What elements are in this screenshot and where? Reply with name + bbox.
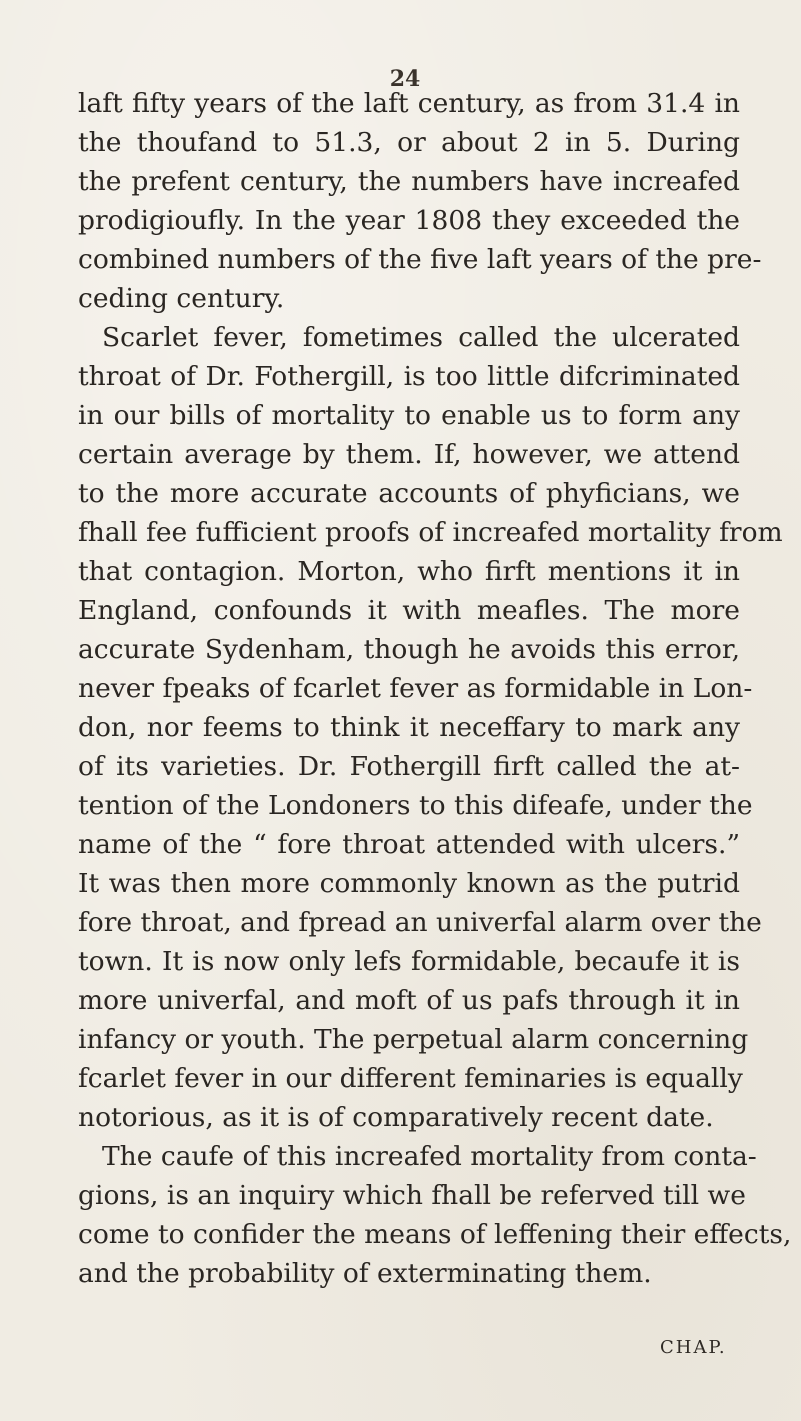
- text-line: tention of the Londoners to this difeafe, under the: [78, 790, 753, 821]
- text-line: more univerfal, and moft of us pafs through it in: [78, 985, 740, 1016]
- text-line: certain average by them. If, however, we attend: [78, 439, 740, 470]
- text-line: and the probability of exterminating them.: [78, 1258, 652, 1289]
- text-line: Scarlet fever, fometimes called the ulcerated: [102, 322, 740, 353]
- text-line: accurate Sydenham, though he avoids this error,: [78, 634, 740, 665]
- text-line: never fpeaks of fcarlet fever as formidable in Lon-: [78, 673, 753, 704]
- text-line: The caufe of this increafed mortality from conta-: [102, 1141, 757, 1172]
- text-line: the prefent century, the numbers have increafed: [78, 166, 740, 197]
- text-line: laft fifty years of the laft century, as from 31.4 in: [78, 88, 740, 119]
- text-line: fore throat, and fpread an univerfal alarm over the: [78, 907, 762, 938]
- text-line: ceding century.: [78, 283, 285, 314]
- text-line: the thoufand to 51.3, or about 2 in 5. During: [78, 127, 740, 158]
- text-line: come to confider the means of leffening their effects,: [78, 1219, 792, 1250]
- text-line: gions, is an inquiry which fhall be referved till we: [78, 1180, 746, 1211]
- text-line: fcarlet fever in our different feminaries is equally: [78, 1063, 743, 1094]
- text-line: England, confounds it with meafles. The more: [78, 595, 740, 626]
- text-line: of its varieties. Dr. Fothergill firft called the at-: [78, 751, 740, 782]
- catchword: CHAP.: [660, 1337, 727, 1358]
- text-line: name of the “ fore throat attended with ulcers.”: [78, 829, 740, 860]
- text-line: combined numbers of the five laft years of the pre-: [78, 244, 762, 275]
- text-line: It was then more commonly known as the putrid: [78, 868, 740, 899]
- text-line: in our bills of mortality to enable us to form any: [78, 400, 740, 431]
- text-line: prodigioufly. In the year 1808 they exceeded the: [78, 205, 740, 236]
- text-line: infancy or youth. The perpetual alarm concerning: [78, 1024, 749, 1055]
- text-line: notorious, as it is of comparatively recent date.: [78, 1102, 714, 1133]
- body-text: [78, 84, 792, 1293]
- text-line: that contagion. Morton, who firft mentions it in: [78, 556, 740, 587]
- text-line: town. It is now only lefs formidable, becaufe it is: [78, 946, 740, 977]
- text-line: throat of Dr. Fothergill, is too little difcriminated: [78, 361, 740, 392]
- text-line: don, nor feems to think it neceffary to mark any: [78, 712, 740, 743]
- page-number: 24: [389, 66, 421, 92]
- text-line: fhall fee fufficient proofs of increafed mortality from: [78, 517, 783, 548]
- text-line: to the more accurate accounts of phyficians, we: [78, 478, 740, 509]
